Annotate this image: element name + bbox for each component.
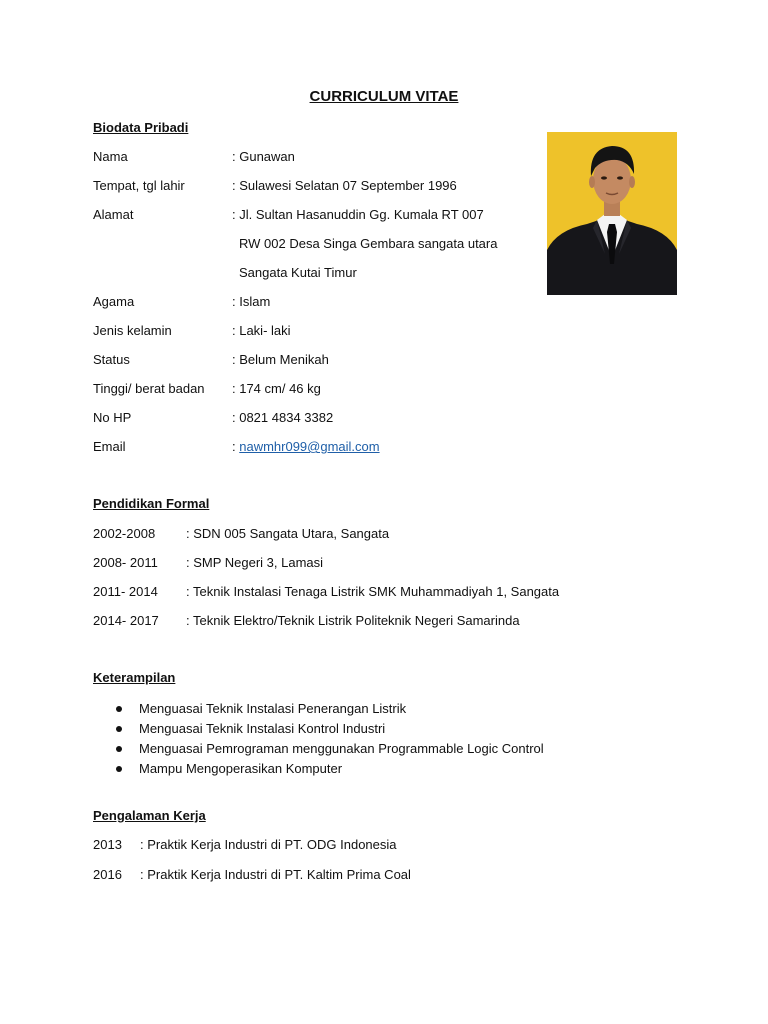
person-portrait-icon (547, 132, 677, 295)
education-school: : SMP Negeri 3, Lamasi (186, 555, 324, 570)
skill-text: Mampu Mengoperasikan Komputer (139, 761, 343, 776)
biodata-value: : Sulawesi Selatan 07 September 1996 (232, 178, 457, 193)
education-year: 2014- 2017 (93, 613, 159, 628)
biodata-value: : 0821 4834 3382 (232, 410, 334, 425)
skills-list (112, 699, 544, 779)
education-school: : SDN 005 Sangata Utara, Sangata (186, 526, 390, 541)
email-link[interactable]: nawmhr099@gmail.com (239, 439, 380, 454)
education-year: 2002-2008 (93, 526, 156, 541)
skill-text: Menguasai Pemrograman menggunakan Programmable Logic Control (139, 741, 544, 756)
biodata-label: Tinggi/ berat badan (93, 381, 205, 396)
list-item (112, 739, 544, 759)
list-item (112, 759, 544, 779)
education-school: : Teknik Elektro/Teknik Listrik Politeknik Negeri Samarinda (186, 613, 520, 628)
biodata-label: No HP (93, 410, 132, 425)
education-school: : Teknik Instalasi Tenaga Listrik SMK Muhammadiyah 1, Sangata (186, 584, 560, 599)
biodata-value: : Islam (232, 294, 271, 309)
biodata-label: Jenis kelamin (93, 323, 172, 338)
biodata-label: Agama (93, 294, 135, 309)
biodata-value: : Gunawan (232, 149, 295, 164)
biodata-value: : Belum Menikah (232, 352, 329, 367)
bullet-icon (116, 746, 122, 752)
skills-heading: Keterampilan (93, 670, 176, 685)
bullet-icon (116, 706, 122, 712)
biodata-label: Email (93, 439, 126, 454)
education-year: 2011- 2014 (93, 584, 158, 599)
experience-year: 2013 (93, 837, 122, 852)
biodata-value: : Laki- laki (232, 323, 291, 338)
biodata-value (232, 438, 380, 456)
address-continuation: Sangata Kutai Timur (239, 265, 357, 280)
list-item (112, 719, 544, 739)
bullet-icon (116, 766, 122, 772)
biodata-label: Nama (93, 149, 128, 164)
profile-photo (547, 132, 677, 295)
address-continuation: RW 002 Desa Singa Gembara sangata utara (239, 236, 498, 251)
biodata-label: Alamat (93, 207, 134, 222)
skill-text: Menguasai Teknik Instalasi Kontrol Industri (139, 721, 386, 736)
biodata-label: Status (93, 352, 130, 367)
education-year: 2008- 2011 (93, 555, 158, 570)
list-item (112, 699, 544, 719)
bullet-icon (116, 726, 122, 732)
skill-text: Menguasai Teknik Instalasi Penerangan Listrik (139, 701, 407, 716)
experience-year: 2016 (93, 867, 122, 882)
document-title: CURRICULUM VITAE (309, 88, 459, 105)
experience-description: : Praktik Kerja Industri di PT. Kaltim Prima Coal (140, 867, 411, 882)
biodata-value: : 174 cm/ 46 kg (232, 381, 321, 396)
biodata-label: Tempat, tgl lahir (93, 178, 185, 193)
experience-heading: Pengalaman Kerja (93, 808, 206, 823)
education-heading: Pendidikan Formal (93, 496, 210, 511)
biodata-value: : Jl. Sultan Hasanuddin Gg. Kumala RT 007 (232, 207, 484, 222)
experience-description: : Praktik Kerja Industri di PT. ODG Indonesia (140, 837, 397, 852)
biodata-heading: Biodata Pribadi (93, 120, 189, 135)
email-prefix: : (232, 439, 240, 454)
